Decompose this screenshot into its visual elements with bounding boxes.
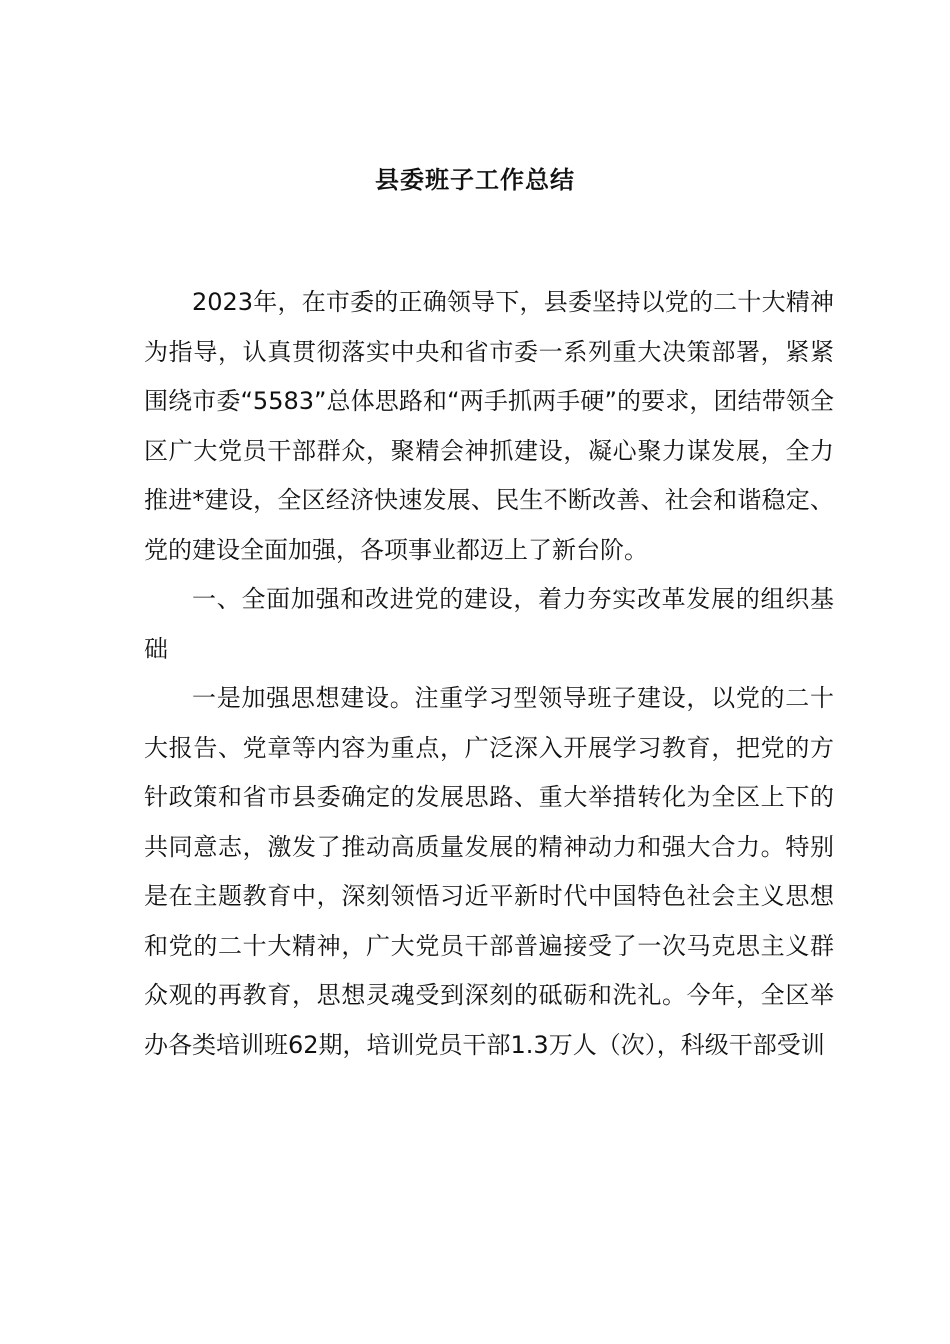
section-heading-1: 一、全面加强和改进党的建设，着力夯实改革发展的组织基础 bbox=[144, 585, 834, 663]
document-body bbox=[144, 278, 834, 1070]
paragraph-intro: 2023年，在市委的正确领导下，县委坚持以党的二十大精神为指导，认真贯彻落实中央和省市委一系列重大决策部署，紧紧围绕市委“5583”总体思路和“两手抓两手硬”的要求，团结带领全区广大党员干部群众，聚精会神抓建设，凝心聚力谋发展，全力推进*建设，全区经济快速发展、民生不断改善、社会和谐稳定、党的建设全面加强，各项事业都迈上了新台阶。 bbox=[144, 288, 834, 564]
document-title: 县委班子工作总结 bbox=[375, 166, 575, 194]
paragraph-ideological-building: 一是加强思想建设。注重学习型领导班子建设，以党的二十大报告、党章等内容为重点，广泛深入开展学习教育，把党的方针政策和省市县委确定的发展思路、重大举措转化为全区上下的共同意志，激发了推动高质量发展的精神动力和强大合力。特别是在主题教育中，深刻领悟习近平新时代中国特色社会主义思想和党的二十大精神，广大党员干部普遍接受了一次马克思主义群众观的再教育，思想灵魂受到深刻的砥砺和洗礼。今年，全区举办各类培训班62期，培训党员干部1.3万人（次），科级干部受训 bbox=[144, 684, 834, 1059]
